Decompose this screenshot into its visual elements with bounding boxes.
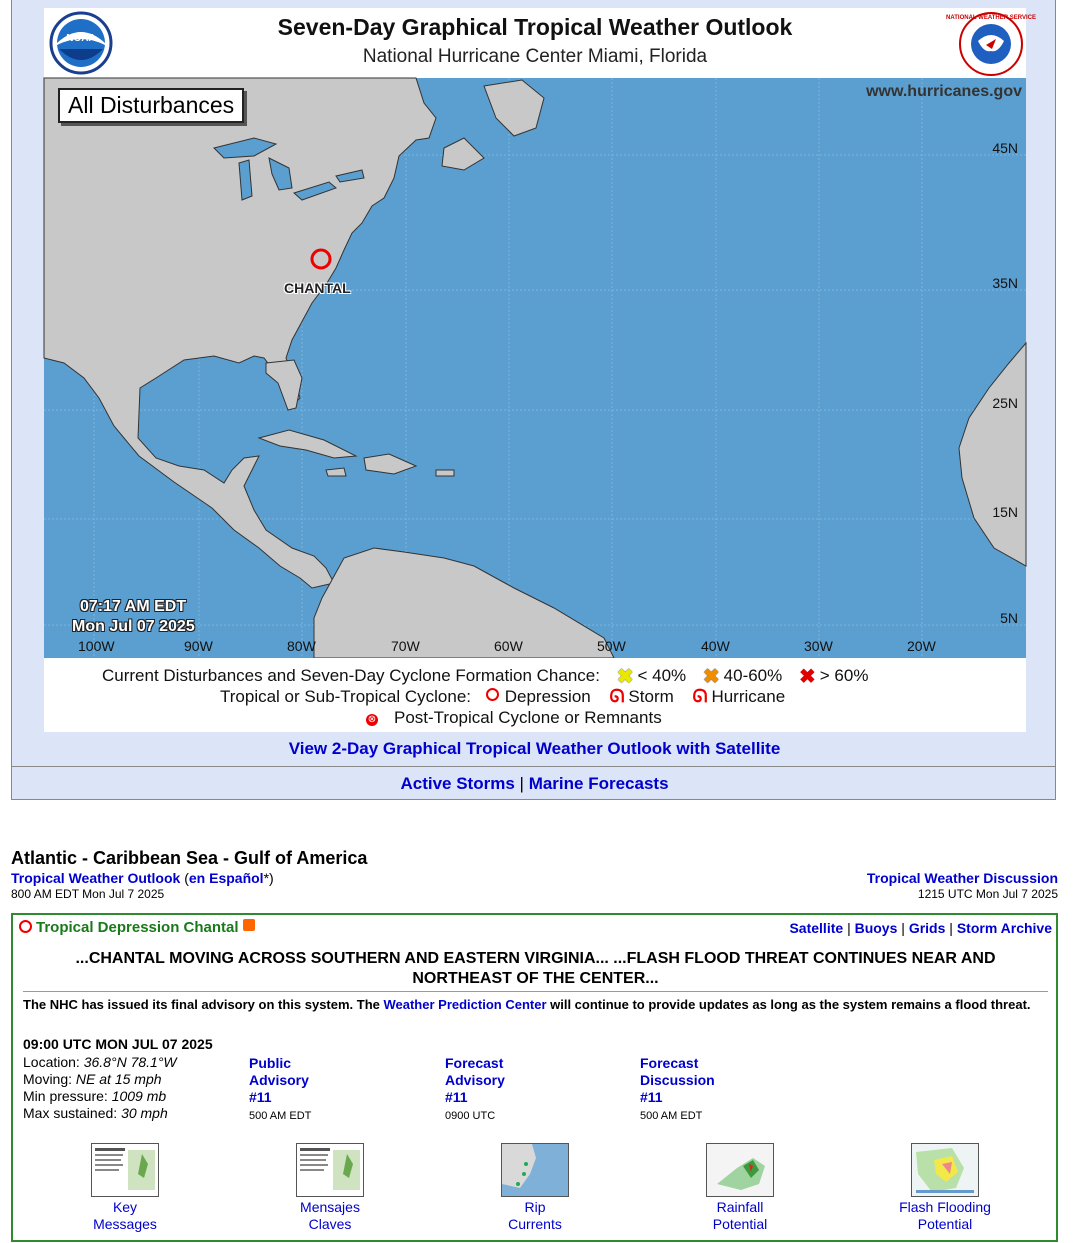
thumb-label-line: Claves [308, 1216, 352, 1232]
product-time: 500 AM EDT [640, 1110, 703, 1122]
lat-label: 25N [992, 395, 1018, 411]
product-line: #11 [249, 1089, 272, 1105]
storm-icon: ᘏ [609, 686, 625, 706]
headline-divider [23, 991, 1048, 992]
marine-forecasts-link[interactable]: Marine Forecasts [528, 774, 669, 793]
storm-name[interactable]: Tropical Depression Chantal [36, 919, 239, 936]
nws-logo [946, 11, 1036, 77]
twd-issue-time: 1215 UTC Mon Jul 7 2025 [917, 887, 1058, 901]
product-time: 500 AM EDT [249, 1110, 312, 1122]
pressure-stat [23, 1088, 166, 1104]
advisory-time: 09:00 UTC MON JUL 07 2025 [23, 1036, 213, 1052]
lon-label: 90W [184, 638, 213, 654]
paren-close: *) [263, 870, 274, 886]
legend-storm: Storm [628, 687, 674, 706]
outlook-panel [11, 0, 1056, 800]
product-line: Forecast [640, 1055, 699, 1071]
winds-value: 30 mph [121, 1105, 168, 1121]
thumb-label-line: Flash Flooding [899, 1199, 991, 1215]
storm-links: Satellite | Buoys | Grids | Storm Archive [789, 920, 1052, 936]
pressure-value: 1009 mb [111, 1088, 167, 1104]
red-x-icon: ✖ [799, 666, 816, 688]
key-messages-thumbnail[interactable] [91, 1143, 159, 1197]
wpc-link[interactable]: Weather Prediction Center [383, 997, 547, 1012]
mensajes-claves-thumbnail[interactable] [296, 1143, 364, 1197]
paren-open: ( [184, 870, 189, 886]
final-note-post: will continue to provide updates as long as the system remains a flood threat. [546, 997, 1031, 1012]
location-stat [23, 1054, 177, 1070]
buoys-link[interactable]: Buoys [854, 920, 898, 936]
forecast-discussion-link[interactable] [640, 1055, 715, 1105]
lon-label: 40W [701, 638, 730, 654]
thumb-label-line: Rip [524, 1199, 546, 1215]
legend-depression: Depression [504, 687, 591, 706]
product-line: Advisory [445, 1072, 505, 1088]
map-date: Mon Jul 07 2025 [72, 618, 195, 635]
storm-map-label: CHANTAL [284, 280, 351, 296]
satellite-link[interactable]: Satellite [789, 920, 844, 936]
lat-label: 35N [992, 275, 1018, 291]
moving-label: Moving: [23, 1071, 73, 1087]
hurricane-icon: ᘏ [692, 686, 708, 706]
flash-flooding-thumbnail[interactable] [911, 1143, 979, 1197]
view-2day-link-row [12, 739, 1057, 759]
mensajes-claves-item[interactable] [270, 1143, 390, 1233]
yellow-x-icon: ✖ [616, 666, 634, 688]
location-label: Location: [23, 1054, 80, 1070]
legend-post-tropical: Post-Tropical Cyclone or Remnants [394, 708, 662, 727]
link-separator: | [519, 774, 524, 793]
product-line: Forecast [445, 1055, 504, 1071]
lon-label: 20W [907, 638, 936, 654]
lon-label: 50W [597, 638, 626, 654]
product-line: Discussion [640, 1072, 715, 1088]
filter-label: All Disturbances [58, 88, 244, 123]
depression-icon [486, 688, 499, 701]
flash-flooding-potential-item[interactable] [885, 1143, 1005, 1233]
noaa-logo-text: NOAA [66, 33, 96, 44]
rip-currents-item[interactable] [475, 1143, 595, 1233]
product-line: Public [249, 1055, 292, 1071]
thumb-label-line: Messages [93, 1216, 157, 1232]
lat-label: 45N [992, 140, 1018, 156]
puerto-rico-land [436, 470, 454, 476]
product-time: 0900 UTC [445, 1110, 496, 1122]
active-storms-link[interactable]: Active Storms [400, 774, 515, 793]
two-issue-time: 800 AM EDT Mon Jul 7 2025 [11, 887, 165, 901]
location-value: 36.8°N 78.1°W [83, 1054, 177, 1070]
panel-divider [12, 766, 1055, 767]
site-url: www.hurricanes.gov [866, 83, 1022, 100]
public-advisory [249, 1055, 311, 1125]
storm-box [11, 913, 1058, 1242]
en-espanol-link[interactable]: en Español [188, 870, 264, 886]
legend-cyclone-label: Tropical or Sub-Tropical Cyclone: [220, 687, 471, 706]
rip-currents-thumbnail[interactable] [501, 1143, 569, 1197]
key-messages-item[interactable] [65, 1143, 185, 1233]
product-line: Advisory [249, 1072, 309, 1088]
thumb-label-line: Potential [917, 1216, 973, 1232]
moving-stat [23, 1071, 162, 1087]
product-line: #11 [640, 1089, 663, 1105]
rainfall-potential-item[interactable] [680, 1143, 800, 1233]
depression-icon [19, 920, 32, 933]
rss-icon[interactable] [243, 919, 255, 931]
tropical-weather-outlook-link[interactable]: Tropical Weather Outlook [11, 870, 181, 886]
post-tropical-icon: ⊗ [367, 714, 377, 725]
winds-label: Max sustained: [23, 1105, 118, 1121]
africa-land [959, 343, 1026, 566]
legend-mid: 40-60% [723, 666, 783, 685]
hispaniola-land [364, 454, 416, 474]
pressure-label: Min pressure: [23, 1088, 108, 1104]
storm-headline: ...CHANTAL MOVING ACROSS SOUTHERN AND EASTERN VIRGINIA... ...FLASH FLOOD THREAT CONTINUES NEAR AND NORTHEAST OF THE CENTER... [75, 950, 996, 987]
legend-low: < 40% [637, 666, 687, 685]
tropical-weather-discussion-link[interactable]: Tropical Weather Discussion [866, 870, 1058, 886]
map-time: 07:17 AM EDT [80, 598, 187, 615]
graphic-header [44, 8, 1036, 78]
basin-title: Atlantic - Caribbean Sea - Gulf of America [11, 848, 368, 868]
product-line: #11 [445, 1089, 468, 1105]
lon-label: 30W [804, 638, 833, 654]
cuba-land [259, 430, 356, 458]
thumb-label-line: Rainfall [716, 1199, 764, 1215]
winds-stat [23, 1105, 168, 1121]
legend-row-cyclone [220, 686, 785, 707]
nws-logo-text: NATIONAL WEATHER SERVICE [946, 15, 1036, 21]
thumb-label-line: Mensajes [300, 1199, 360, 1215]
grids-link[interactable]: Grids [908, 920, 946, 936]
lon-label: 60W [494, 638, 523, 654]
florida-land [266, 360, 302, 410]
top-links [12, 774, 1057, 794]
legend-hurricane: Hurricane [711, 687, 786, 706]
newfoundland-land [484, 80, 544, 136]
storm-archive-link[interactable]: Storm Archive [956, 920, 1052, 936]
storm-name-row [19, 919, 255, 936]
lat-label: 15N [992, 504, 1018, 520]
forecast-advisory [445, 1055, 505, 1125]
legend-formation-label: Current Disturbances and Seven-Day Cyclone Formation Chance: [102, 666, 600, 685]
twd-link-row [867, 870, 1058, 886]
rainfall-potential-thumbnail[interactable] [706, 1143, 774, 1197]
map-drawing [44, 78, 1026, 658]
thumb-label-line: Key [112, 1199, 138, 1215]
legend-high: > 60% [819, 666, 869, 685]
lat-label: 5N [1000, 610, 1018, 626]
jamaica-land [326, 468, 346, 476]
legend-row-post [366, 708, 662, 728]
orange-x-icon: ✖ [702, 666, 720, 688]
south-america-land [314, 548, 614, 658]
lon-label: 70W [391, 638, 420, 654]
final-advisory-note [23, 996, 1048, 1013]
two-link-row [11, 870, 274, 886]
final-note-pre: The NHC has issued its final advisory on this system. The [23, 997, 384, 1012]
lon-label: 80W [287, 638, 316, 654]
moving-value: NE at 15 mph [75, 1071, 162, 1087]
maritimes-land [442, 138, 484, 170]
graphic-title: Seven-Day Graphical Tropical Weather Outlook [277, 14, 793, 40]
map-legend [44, 658, 1026, 732]
graphic-subtitle: National Hurricane Center Miami, Florida [362, 46, 708, 67]
lon-label: 100W [78, 638, 115, 654]
forecast-discussion [640, 1055, 715, 1125]
outlook-graphic[interactable] [44, 8, 1036, 732]
public-advisory-link[interactable] [249, 1055, 309, 1105]
outlook-map[interactable] [44, 78, 1026, 658]
forecast-advisory-link[interactable] [445, 1055, 505, 1105]
thumb-label-line: Potential [712, 1216, 768, 1232]
view-2day-outlook-link[interactable]: View 2-Day Graphical Tropical Weather Outlook with Satellite [288, 739, 781, 758]
thumb-label-line: Currents [508, 1216, 562, 1232]
